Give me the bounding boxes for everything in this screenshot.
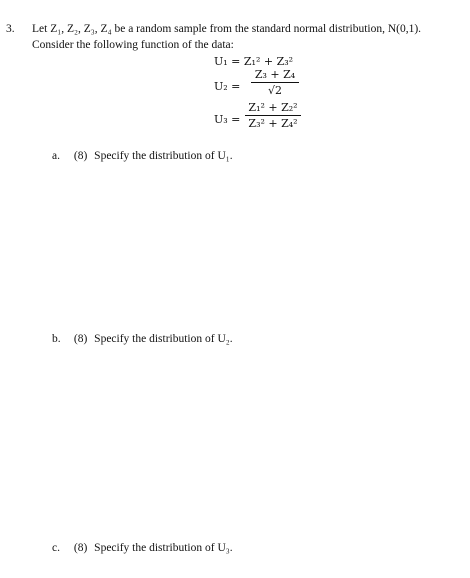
part-text: Specify the distribution of U₁. xyxy=(94,150,233,162)
part-text: Specify the distribution of U₃. xyxy=(94,542,233,554)
equation-u3-denominator: Z₃² + Z₄² xyxy=(248,117,298,130)
equation-u3-fraction xyxy=(245,101,301,130)
part-label: b. xyxy=(52,333,61,345)
part-label: a. xyxy=(52,150,60,162)
equation-u1-lhs: U₁ = xyxy=(214,55,241,68)
equation-u2-denominator: √2 xyxy=(267,84,282,97)
equation-u2-fraction xyxy=(251,68,299,97)
equation-u2-numerator: Z₃ + Z₄ xyxy=(254,68,296,81)
part-c xyxy=(52,542,233,554)
fraction-bar xyxy=(245,115,301,116)
equation-u3-numerator: Z₁² + Z₂² xyxy=(248,101,298,114)
equation-u3-lhs: U₃ = xyxy=(214,113,241,126)
part-b xyxy=(52,333,233,345)
question-intro-line1: Let Z₁, Z₂, Z₃, Z₄ be a random sample from the standard normal distribution, N(0,1). xyxy=(32,23,422,35)
fraction-bar xyxy=(251,82,299,83)
part-points: (8) xyxy=(73,542,88,554)
equation-u1-rhs: Z₁² + Z₃² xyxy=(243,55,294,68)
part-points: (8) xyxy=(73,150,88,162)
equation-u1 xyxy=(214,55,293,68)
part-points: (8) xyxy=(73,333,88,345)
question-intro-line2: Consider the following function of the data: xyxy=(32,39,234,51)
part-text: Specify the distribution of U₂. xyxy=(94,333,233,345)
part-a xyxy=(52,150,233,162)
question-number: 3. xyxy=(6,23,15,35)
equation-u2-lhs: U₂ = xyxy=(214,80,241,93)
part-label: c. xyxy=(52,542,60,554)
